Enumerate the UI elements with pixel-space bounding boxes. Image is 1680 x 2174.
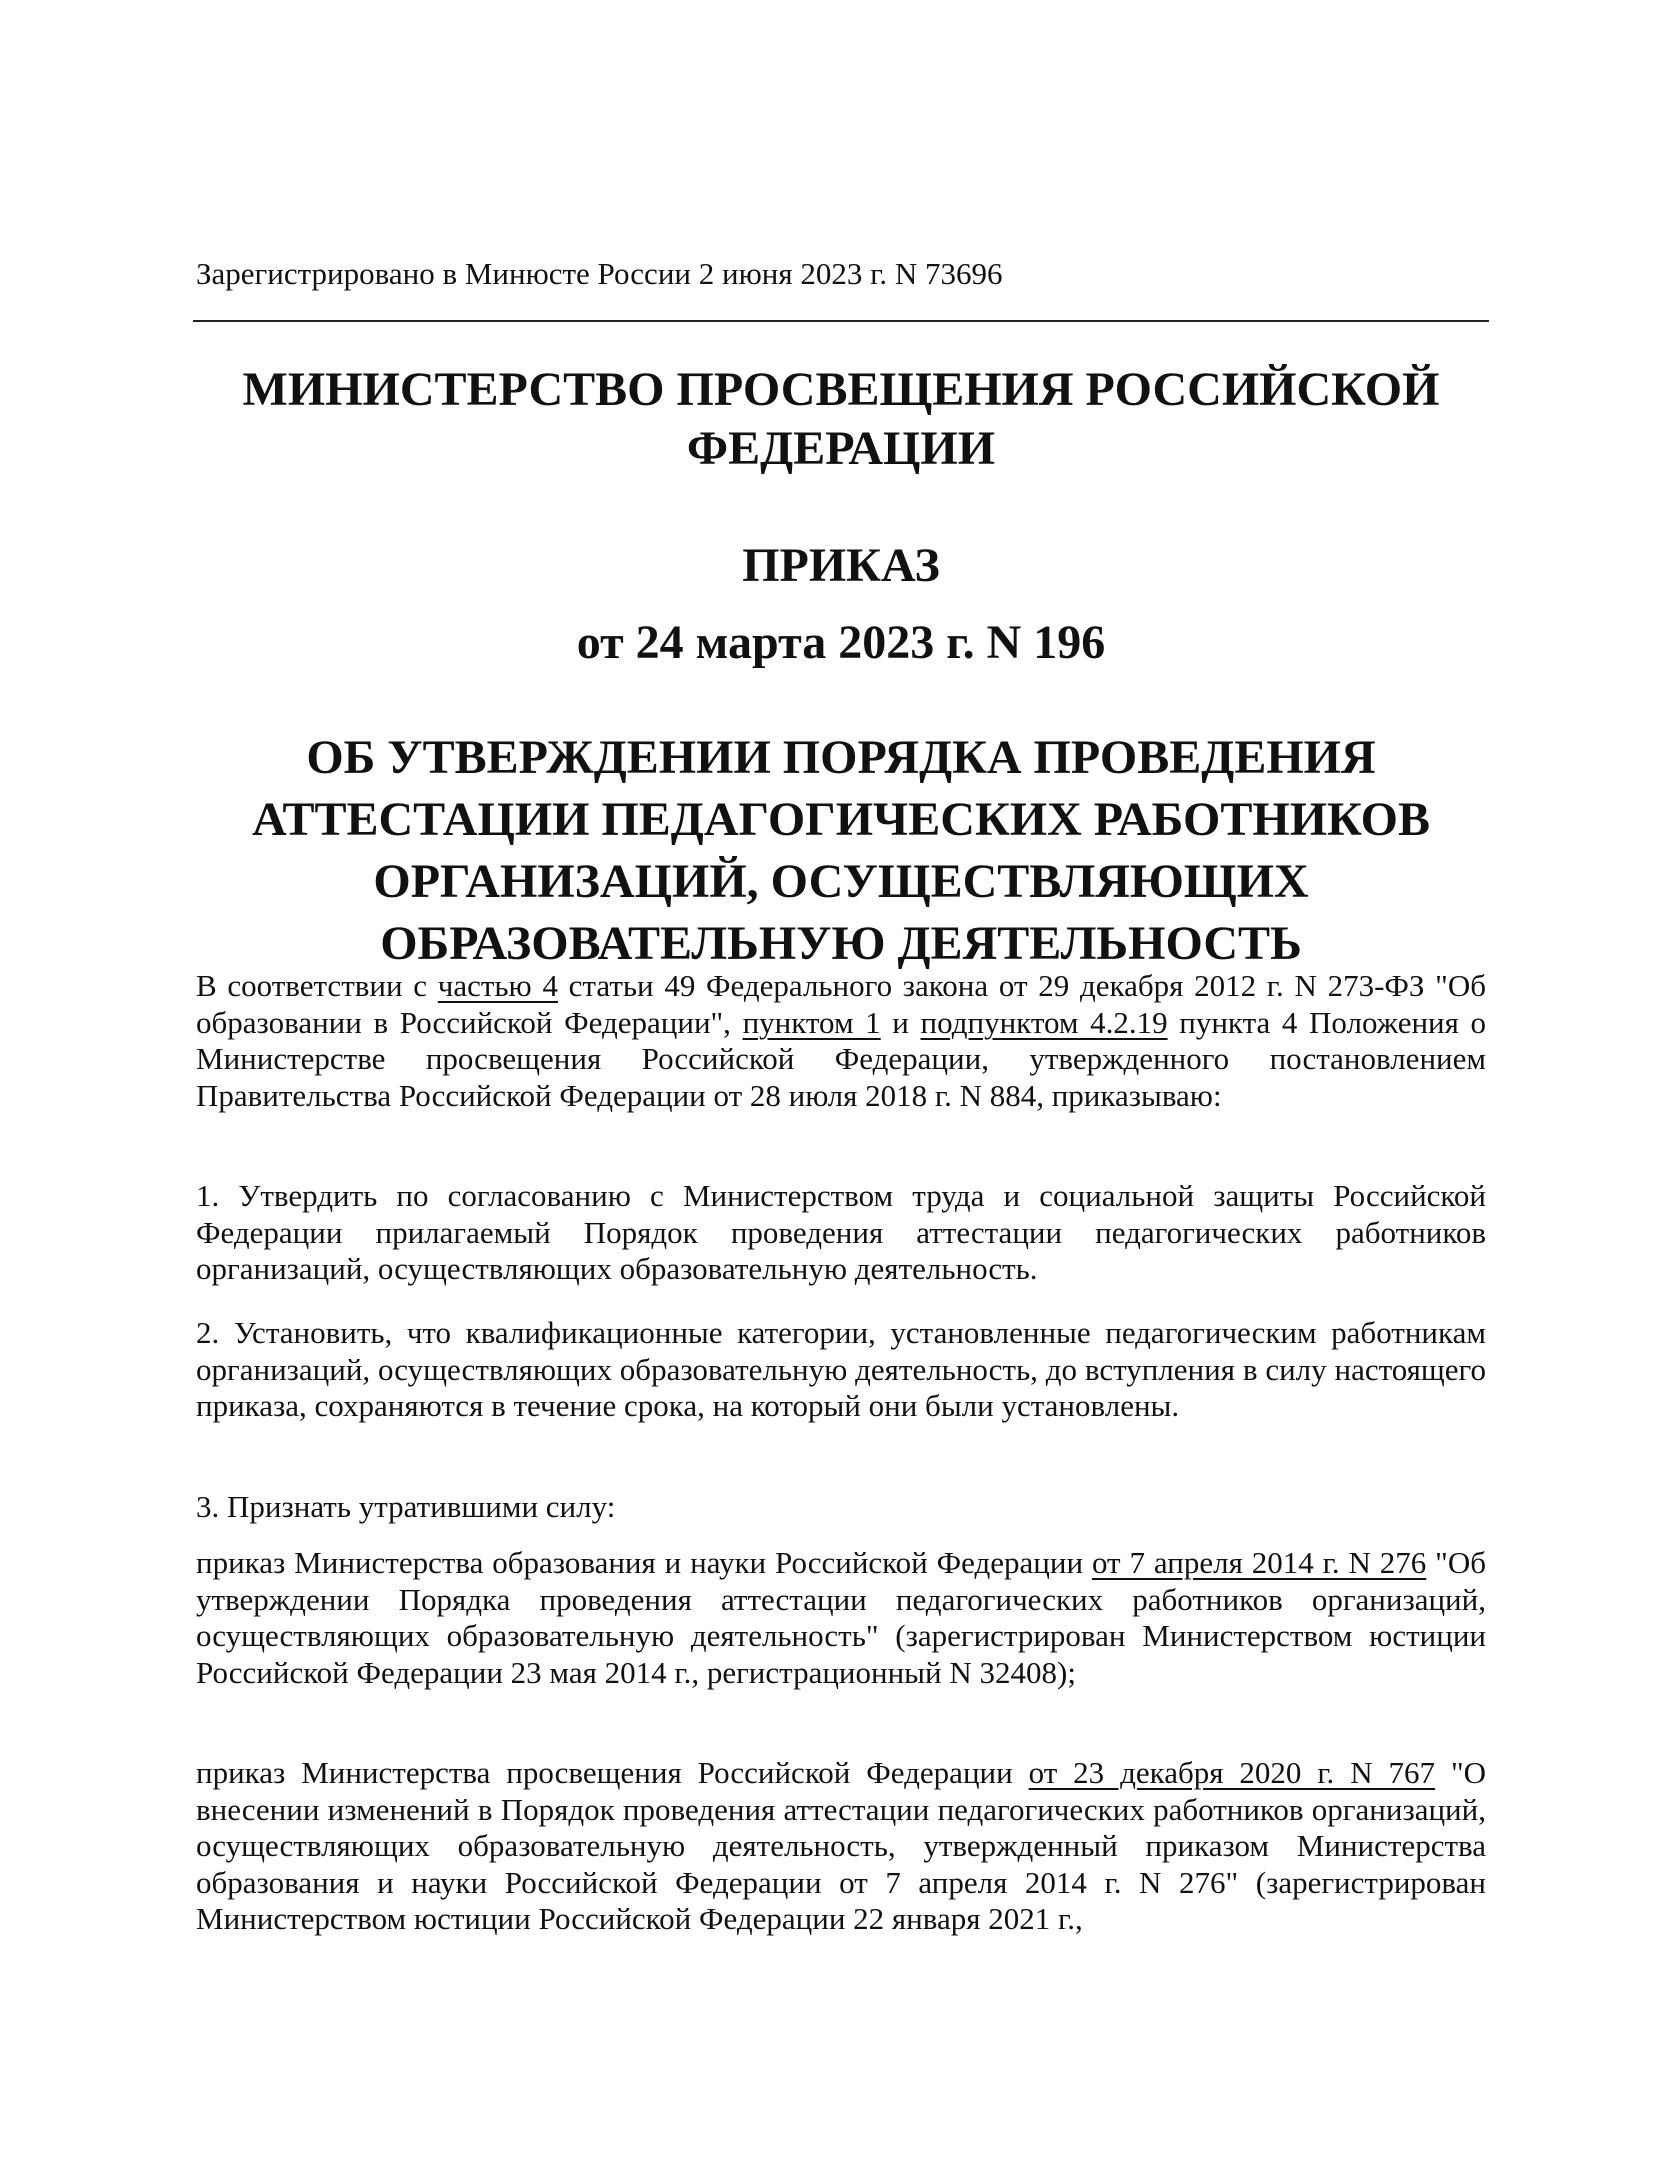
order-item-1: 1. Утвердить по согласованию с Министерством труда и социальной защиты Российской Федерации прилагаемый Порядок проведения аттестации педагогических работников организаций, осуществляющих образовательную деятельность. [196,1178,1486,1286]
repealed-text: "Об утверждении Порядка проведения аттестации педагогических работников организаций, осуществляющих образовательную деятельность" (зарегистрирован Министерством юстиции Российской Федерации 23 мая 2014 г., регистрационный N 32408); [196,1545,1486,1690]
link-order-2014-276[interactable]: от 7 апреля 2014 г. N 276 [1091,1545,1427,1580]
subject-line: ОБ УТВЕРЖДЕНИИ ПОРЯДКА ПРОВЕДЕНИЯ [306,731,1376,784]
order-subject [196,727,1486,975]
link-part-4[interactable]: частью 4 [437,968,558,1003]
subject-line: ОБРАЗОВАТЕЛЬНУЮ ДЕЯТЕЛЬНОСТЬ [380,917,1302,970]
order-title: ПРИКАЗ [742,539,940,592]
subject-line: ОРГАНИЗАЦИЙ, ОСУЩЕСТВЛЯЮЩИХ [373,855,1309,908]
preamble-text: и [880,1004,921,1040]
header-divider [193,320,1489,322]
repealed-text: приказ Министерства образования и науки Российской Федерации [196,1545,1092,1580]
ministry-line: МИНИСТЕРСТВО ПРОСВЕЩЕНИЯ РОССИЙСКОЙ [242,363,1440,416]
repealed-order-1 [196,1545,1486,1691]
order-date: от 24 марта 2023 г. N 196 [576,616,1106,669]
repealed-text: "О внесении изменений в Порядок проведения аттестации педагогических работников организаций, осуществляющих образовательную деятельность, утвержденный приказом Министерства образования и науки Российской Федерации от 7 апреля 2014 г. N 276" (зарегистрирован Министерством юстиции Российской Федерации 22 января 2021 г., [196,1755,1486,1936]
registration-note: Зарегистрировано в Минюсте России 2 июня 2023 г. N 73696 [196,256,1003,291]
repealed-order-2 [196,1755,1486,1938]
link-subpoint-4-2-19[interactable]: подпунктом 4.2.19 [920,1004,1168,1040]
link-order-2020-767[interactable]: от 23 декабря 2020 г. N 767 [1028,1755,1436,1790]
link-point-1[interactable]: пунктом 1 [742,1004,881,1040]
order-item-3: 3. Признать утратившими силу: [196,1489,616,1524]
preamble-text: пункта 4 Положения о Министерстве просвещения Российской Федерации, утвержденного постановлением Правительства Российской Федерации от 28 июля 2018 г. N 884, приказываю: [196,1004,1487,1113]
ministry-heading [196,360,1486,478]
repealed-text: приказ Министерства просвещения Российской Федерации [196,1755,1029,1790]
preamble-text: статьи 49 Федерального закона от 29 декабря 2012 г. N 273-ФЗ "Об образовании в Российской Федерации", [196,968,1486,1040]
preamble-paragraph [196,968,1486,1114]
order-item-2: 2. Установить, что квалификационные категории, установленные педагогическим работникам организаций, осуществляющих образовательную деятельность, до вступления в силу настоящего приказа, сохраняются в течение срока, на который они были установлены. [196,1315,1486,1423]
subject-line: АТТЕСТАЦИИ ПЕДАГОГИЧЕСКИХ РАБОТНИКОВ [252,793,1430,846]
preamble-text: В соответствии с [196,968,438,1003]
ministry-line: ФЕДЕРАЦИИ [686,422,996,475]
